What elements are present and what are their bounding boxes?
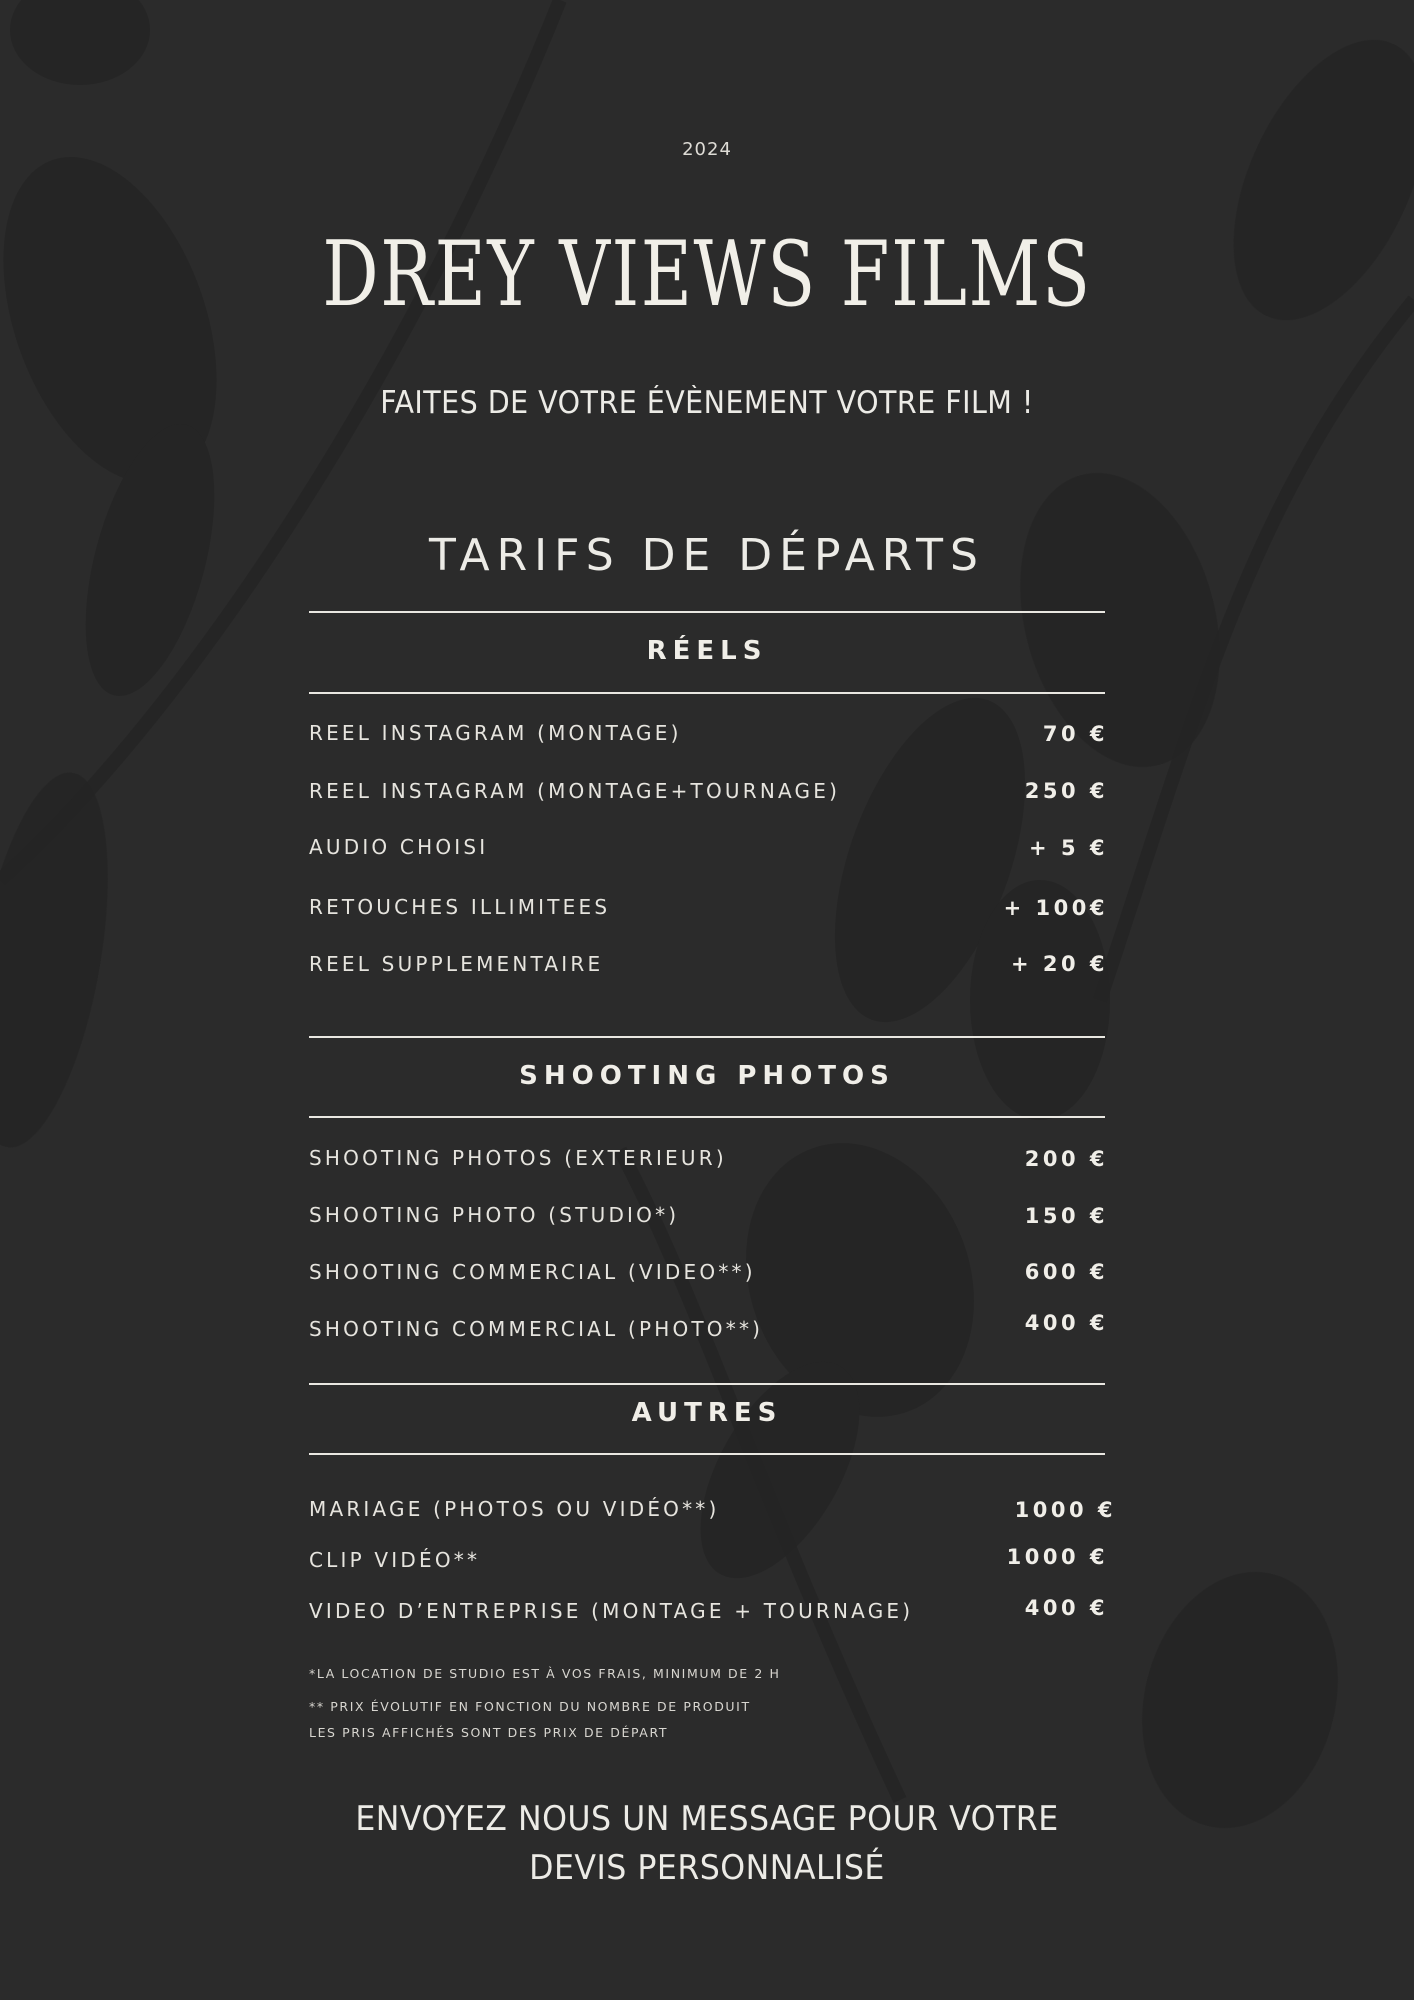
divider	[309, 611, 1105, 613]
price-row-label: REEL INSTAGRAM (MONTAGE)	[309, 721, 682, 745]
price-row-value: 400 €	[1024, 1311, 1108, 1335]
brand-title: DREY VIEWS FILMS	[322, 222, 1092, 327]
price-row-label: REEL INSTAGRAM (MONTAGE+TOURNAGE)	[309, 779, 841, 803]
price-row-value: 600 €	[1024, 1260, 1108, 1284]
call-to-action	[49, 1795, 1364, 1893]
price-row-label: SHOOTING COMMERCIAL (PHOTO**)	[309, 1317, 764, 1341]
price-row-value: 150 €	[1024, 1204, 1108, 1228]
price-row-label: CLIP VIDÉO**	[309, 1548, 481, 1572]
pricing-heading: TARIFS DE DÉPARTS	[429, 530, 985, 581]
price-row-value: + 5 €	[1029, 836, 1108, 860]
footnote-evolutif: ** PRIX ÉVOLUTIF EN FONCTION DU NOMBRE DE PRODUIT	[309, 1699, 751, 1714]
price-row-label: RETOUCHES ILLIMITEES	[309, 895, 611, 919]
divider	[309, 692, 1105, 694]
price-row-label: REEL SUPPLEMENTAIRE	[309, 952, 604, 976]
divider	[309, 1036, 1105, 1038]
price-row-value: + 100€	[1003, 896, 1108, 920]
price-row-value: 70 €	[1042, 722, 1108, 746]
divider	[309, 1116, 1105, 1118]
section-title-reels: RÉELS	[646, 636, 768, 666]
price-row-value: + 20 €	[1010, 952, 1108, 976]
price-row-label: SHOOTING COMMERCIAL (VIDEO**)	[309, 1260, 756, 1284]
divider	[309, 1383, 1105, 1385]
footnote-studio: *LA LOCATION DE STUDIO EST À VOS FRAIS, MINIMUM DE 2 H	[309, 1666, 781, 1681]
section-title-autres: AUTRES	[631, 1398, 783, 1428]
cta-line-2: DEVIS PERSONNALISÉ	[529, 1848, 885, 1888]
price-row-label: MARIAGE (PHOTOS OU VIDÉO**)	[309, 1497, 720, 1521]
price-row-value: 400 €	[1024, 1596, 1108, 1620]
price-row-value: 1000 €	[1006, 1545, 1108, 1569]
cta-line-1: ENVOYEZ NOUS UN MESSAGE POUR VOTRE	[355, 1799, 1059, 1839]
price-row-label: AUDIO CHOISI	[309, 835, 489, 859]
footnote-depart: LES PRIS AFFICHÉS SONT DES PRIX DE DÉPART	[309, 1725, 669, 1740]
divider	[309, 1453, 1105, 1455]
year-label: 2024	[682, 139, 732, 160]
section-title-shooting: SHOOTING PHOTOS	[519, 1061, 895, 1091]
price-row-value: 250 €	[1024, 779, 1108, 803]
price-row-label: VIDEO D’ENTREPRISE (MONTAGE + TOURNAGE)	[309, 1599, 914, 1623]
price-row-label: SHOOTING PHOTOS (EXTERIEUR)	[309, 1146, 727, 1170]
price-row-value: 200 €	[1024, 1147, 1108, 1171]
price-row-label: SHOOTING PHOTO (STUDIO*)	[309, 1203, 680, 1227]
price-row-value: 1000 €	[1014, 1498, 1116, 1522]
tagline: FAITES DE VOTRE ÉVÈNEMENT VOTRE FILM !	[380, 385, 1034, 421]
